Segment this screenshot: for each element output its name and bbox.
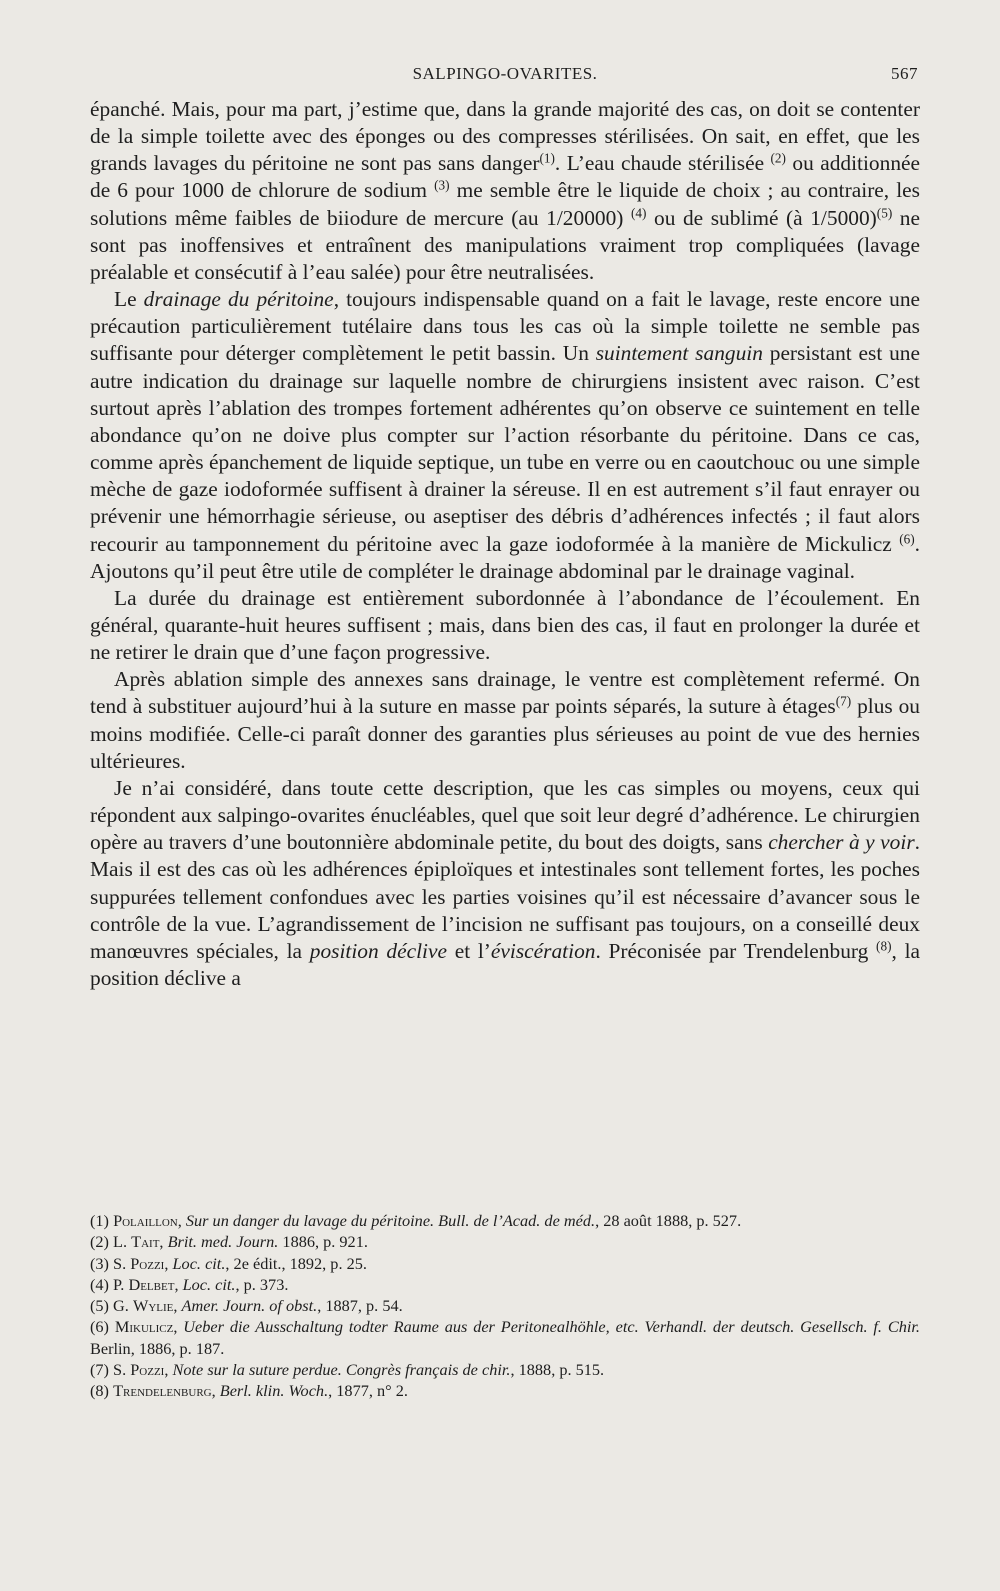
footnote-ref: (8)	[876, 938, 892, 954]
text-run: , 1887, p. 54.	[317, 1296, 403, 1316]
text-run: 1886, p. 921.	[278, 1232, 368, 1252]
text-run: , p. 373.	[235, 1274, 289, 1294]
text-run: persistant est une autre indication du drainage sur laquelle nombre de chirurgiens insistent avec raison. C’est surtout après l’ablation des trompes fortement adhérentes qu’on observe ce suintement en telle abondance qu’on ne doive plus compter sur l’action résorbante du péritoine. Dans ce cas, comme après épanchement de liquide septique, un tube en verre ou en caoutchouc ou une simple mèche de gaze iodoformée suffisent à drainer la séreuse. Il en est autrement s’il faut enrayer ou prévenir une hémorrhagie sérieuse, ou aseptiser des débris d’adhérences infectés ; il faut alors recourir au tamponnement du péritoine avec la gaze iodoformée à la manière de Mickulicz	[90, 341, 920, 556]
paragraph-complex-cases	[90, 775, 920, 992]
text-run: Je n’ai considéré, dans toute cette description, que les cas simples ou moyens, ceux qui répondent aux salpingo-ovarites énucléables, quel que soit leur degré d’adhérence. Le chirurgien opère au travers d’une boutonnière abdominale petite, du bout des doigts, sans	[90, 775, 920, 855]
text-run: Le	[114, 287, 144, 312]
italic-run: Loc. cit.	[172, 1253, 226, 1273]
text-run: ne sont pas inoffensives et entraînent des manipulations vraiment trop compliquées (lavage préalable et consécutif à l’eau salée) pour être neutralisées.	[90, 205, 920, 284]
text-run: ,	[159, 1232, 168, 1252]
footnote-ref: (4)	[630, 205, 647, 221]
italic-run: Sur un danger du lavage du péritoine. Bull. de l’Acad. de méd.	[185, 1211, 596, 1230]
text-run: ,	[164, 1360, 173, 1380]
footnote-ref: (7)	[835, 694, 852, 710]
text-run: . Mais il est des cas où les adhérences épiploïques et intestinales sont tellement fortes, les poches suppurées tellement confondues avec les parties voisines qu’il est nécessaire d’avancer sous le contrôle de la vue. L’agrandissement de l’incision ne suffisant pas toujours, on a conseillé deux manœuvres spéciales, la	[90, 830, 921, 963]
italic-run: suintement sanguin	[595, 341, 763, 366]
author-name: Wylie	[132, 1296, 174, 1316]
footnote	[90, 1253, 920, 1274]
italic-run: Brit. med. Journ.	[167, 1232, 279, 1252]
text-run: , la position déclive a	[90, 938, 921, 990]
text-run: (4) P.	[90, 1274, 129, 1294]
text-run: (5) G.	[90, 1296, 133, 1316]
footnote-ref: (5)	[876, 205, 893, 221]
footnote	[90, 1231, 920, 1252]
paragraph-drainage	[90, 286, 920, 585]
italic-run: Note sur la suture perdue. Congrès français de chir.	[172, 1360, 511, 1380]
text-run: ou de sublimé (à 1/5000)	[646, 205, 877, 230]
author-name: Polaillon	[113, 1211, 178, 1230]
text-run: (6)	[90, 1317, 115, 1337]
text-run: ,	[177, 1211, 186, 1230]
italic-run: Amer. Journ. of obst.	[181, 1296, 318, 1316]
text-run: plus ou moins modifiée. Celle-ci paraît donner des garanties plus sérieuses au point de vue des hernies ultérieures.	[90, 694, 920, 773]
footnote	[90, 1380, 920, 1401]
text-run: me semble être le liquide de choix ; au contraire, les solutions même faibles de biiodure de mercure (au 1/20000)	[90, 178, 920, 230]
footnote	[90, 1359, 920, 1380]
text-run: ou additionnée de 6 pour 1000 de chlorure de sodium	[90, 151, 920, 203]
italic-run: position déclive	[309, 938, 447, 963]
text-run: ,	[173, 1296, 182, 1316]
italic-run: éviscération	[490, 938, 596, 963]
text-run: . Préconisée par Trendelenburg	[595, 938, 877, 963]
text-run: , 1888, p. 515.	[510, 1360, 605, 1380]
author-name: Delbet	[128, 1274, 175, 1294]
text-run: Berlin, 1886, p. 187.	[90, 1338, 225, 1358]
text-run: épanché. Mais, pour ma part, j’estime que, dans la grande majorité des cas, on doit se contenter de la simple toilette avec des éponges ou des compresses stérilisées. On sait, en effet, que les grands lavages du péritoine ne sont pas sans danger	[90, 97, 920, 176]
text-run: La durée du drainage est entièrement subordonnée à l’abondance de l’écoulement. En général, quarante-huit heures suffisent ; mais, dans bien des cas, il faut en prolonger la durée et ne retirer le drain que d’une façon progressive.	[90, 585, 920, 665]
running-title: SALPINGO-OVARITES.	[412, 64, 598, 83]
text-run: (1)	[90, 1211, 114, 1230]
footnote	[90, 1210, 920, 1231]
footnote	[90, 1274, 920, 1295]
text-run: , 1877, n° 2.	[328, 1381, 408, 1401]
footnote	[90, 1295, 920, 1316]
paragraph-closure	[90, 666, 920, 775]
author-name: Mikulicz	[114, 1317, 174, 1337]
page-number: 567	[891, 64, 918, 83]
running-head	[92, 64, 918, 86]
author-name: Tait	[131, 1232, 160, 1252]
footnote	[90, 1316, 920, 1359]
text-run: (3) S.	[90, 1253, 131, 1273]
text-run: , 28 août 1888, p. 527.	[595, 1211, 742, 1230]
footnote-ref: (6)	[899, 531, 915, 547]
author-name: Trendelenburg	[113, 1381, 212, 1401]
italic-run: Loc. cit.	[182, 1274, 236, 1294]
text-run: . Ajoutons qu’il peut être utile de compléter le drainage abdominal par le drainage vaginal.	[90, 531, 920, 583]
text-run: ,	[174, 1274, 183, 1294]
footnote-ref: (2)	[770, 151, 786, 167]
footnotes	[90, 1210, 920, 1402]
author-name: Pozzi	[130, 1253, 165, 1273]
text-run: , 2e édit., 1892, p. 25.	[225, 1253, 367, 1273]
paragraph-duration	[90, 585, 920, 666]
italic-run: Ueber die Ausschaltung todter Raume aus der Peritonealhöhle, etc. Verhandl. der deutsch. Gesellsch. f. Chir.	[183, 1317, 920, 1337]
paragraph-continuation	[90, 96, 920, 286]
text-run: ,	[164, 1253, 173, 1273]
text-run: . L’eau chaude stérilisée	[554, 151, 771, 176]
italic-run: Berl. klin. Woch.	[219, 1381, 329, 1401]
author-name: Pozzi	[130, 1360, 165, 1380]
text-run: (8)	[90, 1381, 114, 1401]
body-text	[90, 96, 920, 992]
text-run: , toujours indispensable quand on a fait le lavage, reste encore une précaution particulièrement tutélaire dans tous les cas où la simple toilette ne semble pas suffisante pour déterger complètement le petit bassin. Un	[90, 287, 921, 366]
text-run: (7) S.	[90, 1360, 131, 1380]
italic-run: drainage du péritoine	[143, 287, 334, 312]
text-run: (2) L.	[90, 1232, 132, 1252]
text-run: ,	[211, 1381, 220, 1401]
italic-run: chercher à y voir	[768, 830, 915, 855]
footnote-ref: (1)	[539, 151, 555, 167]
text-run: ,	[173, 1317, 184, 1337]
text-run: et l’	[446, 938, 491, 963]
footnote-ref: (3)	[434, 178, 450, 194]
text-run: Après ablation simple des annexes sans drainage, le ventre est complètement refermé. On tend à substituer aujourd’hui à la suture en masse par points séparés, la suture à étages	[90, 667, 920, 719]
